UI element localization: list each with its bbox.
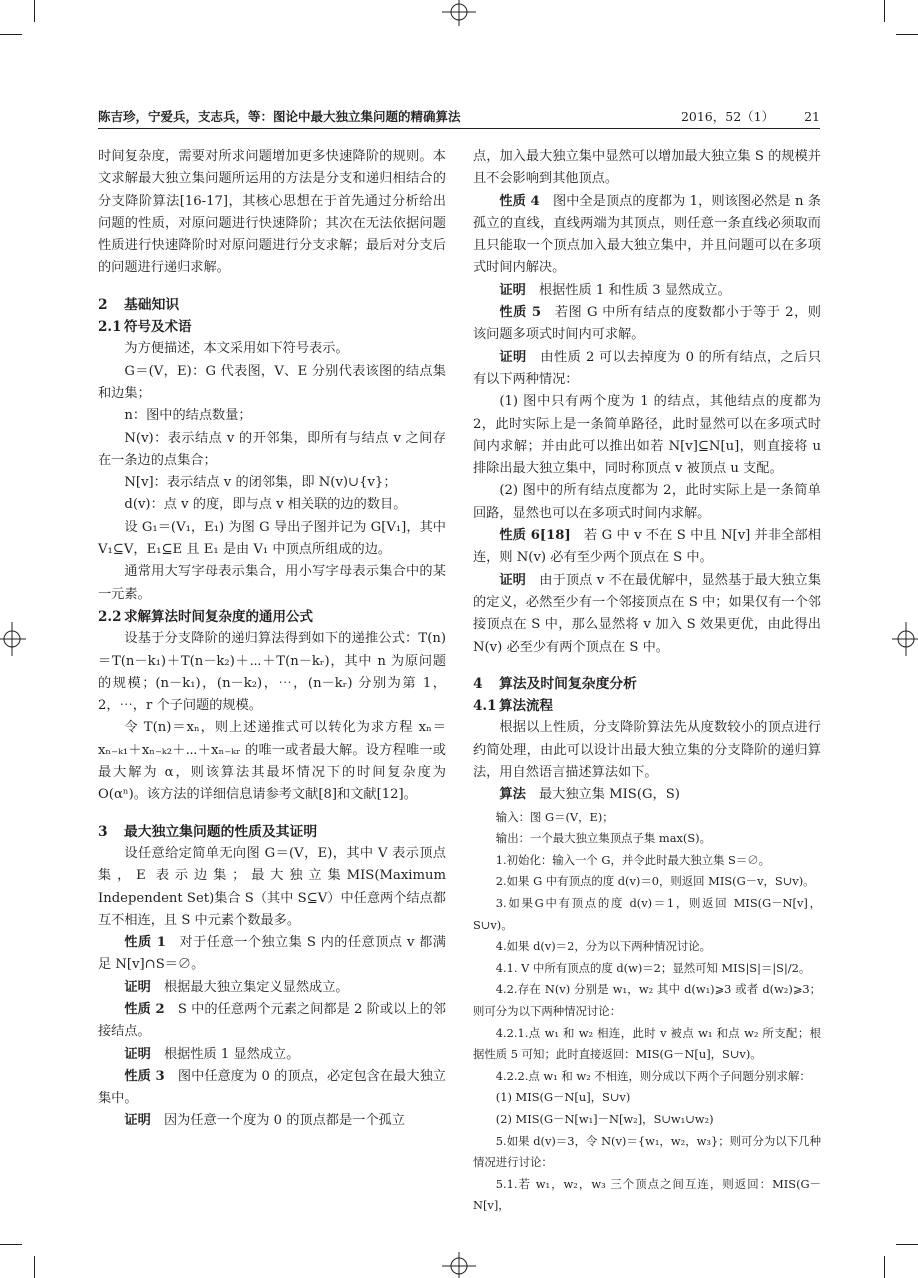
paragraph-text: 2.如果 G 中有顶点的度 d(v)＝0，则返回 MIS(G－v，S∪v)。 (495, 874, 815, 889)
paragraph (473, 347, 821, 392)
paragraph-lead: 证明 (124, 979, 151, 995)
paragraph-text: 3.如果G中有顶点的度 d(v)＝1，则返回 MIS(G－N[v]，S∪v)。 (473, 895, 821, 932)
paragraph-lead: 性质 5 (499, 305, 542, 321)
registration-mark-left-icon (0, 618, 26, 660)
registration-mark-right-icon (892, 618, 918, 660)
paragraph-text: 时间复杂度，需要对所求问题增加更多快速降阶的规则。本文求解最大独立集问题所运用的方法是分支和递归相结合的分支降阶算法[16-17]，其核心思想在于首先通过分析给出问题的性质，对原问题进行快速降阶；其次在无法依据问题性质进行快速降阶时对原问题进行分支求解；最后对分支后的问题进行递归求解。 (98, 149, 446, 276)
heading-text: 最大独立集问题的性质及其证明 (124, 823, 318, 840)
paragraph (98, 472, 446, 494)
paragraph-text: 根据最大独立集定义显然成立。 (163, 979, 349, 995)
subsection-heading (473, 695, 821, 717)
registration-mark-top-icon (438, 0, 480, 26)
paragraph-text: 因为任意一个度为 0 的顶点都是一个孤立 (163, 1113, 405, 1129)
paragraph-text: 设基于分支降阶的递归算法得到如下的递推公式：T(n)＝T(n－k₁)＋T(n－k₂)＋⋯＋T(n－kᵣ)，其中 n 为原问题的规模；(n－k₁)，(n－k₂)，⋯，(n－kᵣ) 分别为第 1，2，⋯，r 个子问题的规模。 (98, 631, 446, 714)
left-column (98, 146, 446, 1133)
paragraph (473, 391, 821, 480)
paragraph-text: 4.2.1.点 w₁ 和 w₂ 相连，此时 v 被点 w₁ 和点 w₂ 所支配；根据性质 5 可知；此时直接返回：MIS(G－N[u]，S∪v)。 (473, 1025, 821, 1062)
paragraph (473, 784, 821, 806)
header-journal: 2016，52（1） (680, 109, 775, 124)
algorithm-line (473, 1023, 821, 1066)
paragraph (473, 280, 821, 302)
paragraph-text: 为方便描述，本文采用如下符号表示。 (124, 341, 349, 357)
heading-text: 基础知识 (124, 296, 180, 313)
paragraph-lead: 证明 (124, 1046, 151, 1062)
paragraph (473, 146, 821, 191)
paragraph-text: N(v)：表示结点 v 的开邻集，即所有与结点 v 之间存在一条边的点集合； (98, 430, 446, 468)
subsection-heading (98, 316, 446, 338)
paragraph-lead: 性质 6[18] (499, 528, 571, 544)
heading-number: 4.1 (473, 698, 497, 715)
paragraph-text: 根据以上性质，分支降阶算法先从度数较小的顶点进行约简处理，由此可以设计出最大独立集的分支降阶的递归算法，用自然语言描述算法如下。 (473, 720, 821, 781)
paragraph-text: 5.如果 d(v)＝3，令 N(v)＝{w₁，w₂，w₃}；则可分为以下几种情况进行讨论： (473, 1133, 821, 1170)
paragraph-text: 根据性质 1 显然成立。 (163, 1046, 300, 1062)
paragraph (473, 480, 821, 525)
section-heading (473, 673, 821, 695)
paragraph (473, 302, 821, 347)
algorithm-line (473, 1109, 821, 1131)
paragraph-text: n：图中的结点数量； (124, 408, 252, 424)
paragraph-text: 4.1. V 中所有顶点的度 d(w)＝2；显然可知 MIS|S|＝|S|/2。 (495, 960, 811, 975)
paragraph-lead: 性质 1 (124, 935, 166, 951)
paragraph-text: 输入：图 G＝(V，E)； (495, 809, 614, 824)
paragraph-lead: 算法 (499, 787, 526, 803)
paragraph (98, 843, 446, 932)
paragraph (98, 338, 446, 360)
paragraph (98, 494, 446, 516)
section-gap (98, 807, 446, 821)
subsection-heading (98, 606, 446, 628)
algorithm-line (473, 893, 821, 936)
paragraph (473, 525, 821, 570)
paragraph-text: 根据性质 1 和性质 3 显然成立。 (538, 282, 731, 298)
paragraph (98, 932, 446, 977)
algorithm-block (473, 807, 821, 1217)
paragraph (98, 428, 446, 473)
paragraph-text: (2) 图中的所有结点度都为 2，此时实际上是一条简单回路，显然也可以在多项式时间内求解。 (473, 483, 821, 521)
paragraph-text: 最大独立集 MIS(G，S) (538, 787, 680, 803)
paragraph-text: 图中任意度为 0 的顶点，必定包含在最大独立集中。 (98, 1068, 446, 1107)
paragraph-text: 点，加入最大独立集中显然可以增加最大独立集 S 的规模并且不会影响到其他顶点。 (473, 149, 821, 187)
paragraph-text: S 中的任意两个元素之间都是 2 阶或以上的邻接结点。 (98, 1001, 446, 1040)
registration-mark-bottom-icon (438, 1252, 480, 1278)
paragraph-text: 通常用大写字母表示集合，用小写字母表示集合中的某一元素。 (98, 564, 446, 602)
algorithm-line (473, 850, 821, 872)
algorithm-line (473, 1087, 821, 1109)
paragraph-text: 输出：一个最大独立集顶点子集 max(S)。 (495, 831, 711, 846)
paragraph (98, 717, 446, 806)
algorithm-line (473, 1131, 821, 1174)
paragraph-text: (2) MIS(G－N[w₁]－N[w₂]，S∪w₁∪w₂) (495, 1111, 714, 1126)
paragraph (98, 999, 446, 1044)
heading-number: 4 (473, 675, 483, 692)
heading-text: 算法流程 (499, 698, 553, 715)
paragraph-text: 设任意给定简单无向图 G＝(V，E)，其中 V 表示顶点集，E 表示边集；最大独立集MIS(Maximum Independent Set)集合 S（其中 S⊆V）中任意两个结点都互不相连，且 S 中元素个数最多。 (98, 845, 446, 928)
paragraph-text: G＝(V，E)：G 代表图，V、E 分别代表该图的结点集和边集； (98, 363, 446, 401)
paragraph-lead: 证明 (499, 349, 527, 365)
paragraph-lead: 性质 2 (124, 1001, 165, 1017)
paragraph-text: (1) 图中只有两个度为 1 的结点，其他结点的度都为 2，此时实际上是一条简单路径，此时显然可以在多项式时间内求解；并由此可以推出如若 N[v]⊆N[u]，则直接将 u 排除出最大独立集中，同时称顶点 v 被顶点 u 支配。 (473, 394, 821, 477)
algorithm-line (473, 936, 821, 958)
algorithm-line (473, 979, 821, 1022)
paragraph-lead: 证明 (499, 282, 526, 298)
paragraph-text: d(v)：点 v 的度，即与点 v 相关联的边的数目。 (124, 497, 407, 513)
paragraph (473, 717, 821, 784)
paragraph-text: 若图 G 中所有结点的度数都小于等于 2，则该问题多项式时间内可求解。 (473, 305, 821, 343)
algorithm-line (473, 871, 821, 893)
paragraph-text: 图中全是顶点的度都为 1，则该图必然是 n 条孤立的直线，直线两端为其顶点，则任意一条直线必须取而且只能取一个顶点加入最大独立集中，并且问题可以在多项式时间内解决。 (473, 193, 821, 276)
paragraph-text: 令 T(n)＝xₙ，则上述递推式可以转化为求方程 xₙ＝xₙ₋ₖ₁＋xₙ₋ₖ₂＋⋯＋xₙ₋ₖᵣ 的唯一或者最大解。设方程唯一或最大解为 α，则该算法其最坏情况下的时间复杂度为 O(αⁿ)。该方法的详细信息请参考文献[8]和文献[12]。 (98, 720, 446, 803)
running-header (98, 107, 820, 127)
paragraph-text: 4.如果 d(v)＝2，分为以下两种情况讨论。 (495, 939, 712, 954)
paragraph-text: 若 G 中 v 不在 S 中且 N[v] 并非全部相连，则 N(v) 必有至少两个顶点在 S 中。 (473, 528, 821, 566)
header-journal-page (681, 107, 820, 127)
paragraph (473, 191, 821, 280)
algorithm-line (473, 958, 821, 980)
paragraph (98, 628, 446, 717)
paragraph (98, 361, 446, 406)
section-heading (98, 294, 446, 316)
header-title: 陈吉珍，宁爱兵，支志兵，等：图论中最大独立集问题的精确算法 (98, 109, 461, 124)
heading-text: 求解算法时间复杂度的通用公式 (124, 608, 313, 625)
paragraph-lead: 证明 (124, 1113, 151, 1129)
paragraph-text: 4.2.存在 N(v) 分别是 w₁，w₂ 其中 d(w₁)⩾3 或者 d(w₂)⩾3；则可分为以下两种情况讨论： (473, 982, 821, 1018)
section-heading (98, 821, 446, 843)
heading-number: 2.2 (98, 608, 122, 625)
heading-text: 算法及时间复杂度分析 (499, 675, 637, 692)
paragraph (98, 1066, 446, 1111)
section-gap (98, 280, 446, 294)
paragraph-text: 5.1.若 w₁，w₂，w₃ 三个顶点之间互连，则返回：MIS(G－N[v]， (473, 1176, 821, 1213)
header-rule (98, 128, 820, 129)
paragraph-text: 由于顶点 v 不在最优解中，显然基于最大独立集的定义，必然至少有一个邻接顶点在 S 中；如果仅有一个邻接顶点在 S 中，那么显然将 v 加入 S 效果更优，由此得出 N(v) 必至少有两个顶点在 S 中。 (473, 572, 822, 655)
paragraph (98, 977, 446, 999)
algorithm-line (473, 828, 821, 850)
paragraph (98, 1110, 446, 1132)
heading-number: 3 (98, 823, 108, 840)
paragraph-text: 设 G₁＝(V₁，E₁) 为图 G 导出子图并记为 G[V₁]，其中 V₁⊆V，E₁⊆E 且 E₁ 是由 V₁ 中顶点所组成的边。 (98, 519, 446, 558)
paragraph (98, 146, 446, 280)
paragraph-text: 由性质 2 可以去掉度为 0 的所有结点，之后只有以下两种情况： (473, 349, 822, 387)
right-column (473, 146, 821, 1217)
header-page-number: 21 (804, 109, 820, 124)
algorithm-line (473, 1174, 821, 1217)
paragraph (98, 405, 446, 427)
paragraph (98, 561, 446, 606)
heading-number: 2.1 (98, 319, 122, 336)
algorithm-line (473, 807, 821, 829)
paragraph (473, 570, 821, 659)
heading-number: 2 (98, 296, 108, 313)
paragraph-text: N[v]：表示结点 v 的闭邻集，即 N(v)∪{v}； (124, 475, 397, 491)
paragraph-lead: 性质 3 (124, 1068, 165, 1084)
paragraph-lead: 性质 4 (499, 193, 540, 209)
section-gap (473, 659, 821, 673)
paragraph-text: 对于任意一个独立集 S 内的任意顶点 v 都满足 N[v]∩S＝∅。 (98, 935, 446, 973)
paragraph-text: 1.初始化：输入一个 G，并令此时最大独立集 S＝∅。 (495, 852, 771, 867)
paragraph (98, 1044, 446, 1066)
paragraph-text: 4.2.2.点 w₁ 和 w₂ 不相连，则分成以下两个子问题分别求解： (495, 1068, 811, 1083)
paragraph (98, 517, 446, 562)
heading-text: 符号及术语 (124, 319, 192, 336)
paragraph-text: (1) MIS(G－N[u]，S∪v) (495, 1090, 631, 1105)
paragraph-lead: 证明 (499, 572, 526, 588)
algorithm-line (473, 1066, 821, 1088)
